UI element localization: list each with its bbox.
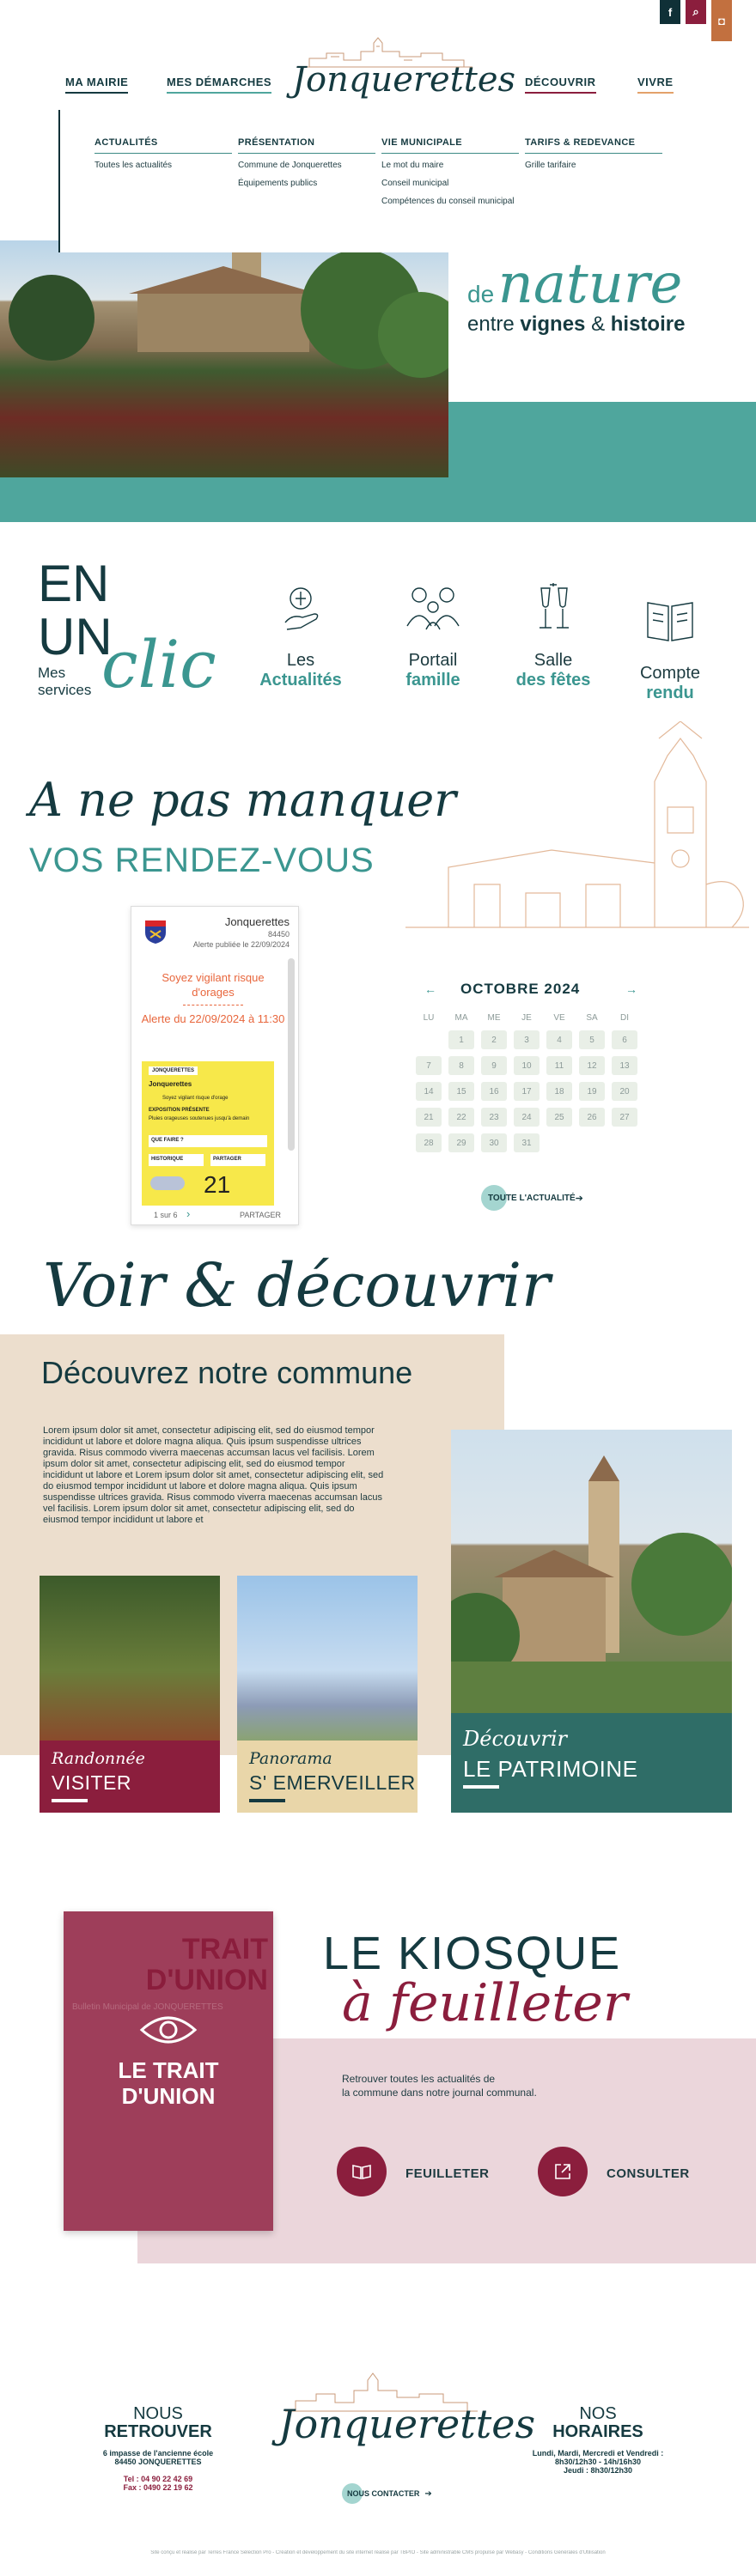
feuilleter-label[interactable]: FEUILLETER [405, 2166, 490, 2181]
calendar-day[interactable]: 9 [481, 1056, 507, 1075]
card-patrimoine[interactable] [451, 1713, 732, 1813]
calendar-day[interactable]: 3 [514, 1030, 540, 1049]
mega-col-title[interactable]: TARIFS & REDEVANCE [525, 137, 662, 154]
footer-hours [519, 2404, 677, 2475]
card-emerveiller[interactable] [237, 1576, 418, 1813]
calendar-weekday: VE [553, 1013, 565, 1023]
alert-temperature: 21 [204, 1171, 231, 1198]
external-link-icon [553, 2162, 572, 2181]
calendar-day[interactable]: 24 [514, 1108, 540, 1127]
calendar-weekday: ME [487, 1013, 501, 1023]
calendar-day[interactable]: 20 [612, 1082, 637, 1101]
all-news-label: TOUTE L'ACTUALITÉ [488, 1193, 576, 1203]
footer-nos: NOS [579, 2404, 617, 2423]
footer-tel[interactable]: Tel : 04 90 22 42 69 [123, 2475, 193, 2483]
alert-card [142, 1061, 274, 1206]
magazine-cover[interactable] [64, 1911, 273, 2231]
footer-credits: Site conçu et réalisé par Terres France Sélection Pro - Création et développement du site internet réalisé par TBPIO - Site administrable CMS propulsé par Webasy - Conditions Générales d'Utilisation [150, 2550, 606, 2555]
hero-line-2-small: de [467, 281, 495, 307]
rdv-script-title: A ne pas manquer [29, 773, 456, 827]
card-underline [463, 1785, 499, 1789]
footer-addr-1: 6 impasse de l'ancienne école [102, 2449, 214, 2458]
hero-line-3d: histoire [610, 313, 686, 336]
footer-retrouver: RETROUVER [104, 2422, 212, 2441]
service-title-2: famille [405, 671, 460, 690]
service-title-1: Compte [639, 664, 701, 683]
calendar-day[interactable]: 29 [448, 1133, 474, 1152]
calendar-day[interactable]: 14 [416, 1082, 442, 1101]
calendar-day[interactable]: 18 [546, 1082, 572, 1101]
mega-link[interactable]: Compétences du conseil municipal [381, 197, 515, 206]
contact-label: NOUS CONTACTER [347, 2489, 420, 2498]
calendar-day[interactable]: 31 [514, 1133, 540, 1152]
logo-text: Jonquerettes [292, 60, 516, 100]
alert-scrollbar[interactable] [288, 958, 295, 1151]
service-salle-des-fetes[interactable] [502, 580, 605, 690]
book-icon [636, 592, 704, 653]
calendar-month: OCTOBRE 2024 [460, 981, 581, 997]
mega-link[interactable]: Équipements publics [238, 179, 318, 188]
alert-code: 84450 [267, 930, 290, 939]
calendar-day[interactable]: 13 [612, 1056, 637, 1075]
mega-link[interactable]: Le mot du maire [381, 161, 444, 170]
mega-menu [60, 110, 696, 252]
hero-village-photo [0, 240, 448, 477]
calendar-day[interactable]: 17 [514, 1082, 540, 1101]
footer-hours-1: Lundi, Mardi, Mercredi et Vendredi : [532, 2449, 664, 2458]
calendar-day[interactable]: 21 [416, 1108, 442, 1127]
calendar-day[interactable]: 23 [481, 1108, 507, 1127]
mega-col-title[interactable]: VIE MUNICIPALE [381, 137, 519, 154]
open-book-icon [351, 2163, 372, 2180]
calendar-day[interactable]: 19 [579, 1082, 605, 1101]
alert-card-sub: Soyez vigilant risque d'orage [162, 1096, 229, 1101]
mega-col-vie-municipale [381, 137, 519, 215]
calendar-day[interactable]: 7 [416, 1056, 442, 1075]
calendar-day[interactable]: 27 [612, 1108, 637, 1127]
calendar-next-button[interactable]: → [625, 982, 637, 996]
nav-vivre[interactable] [637, 76, 674, 94]
consulter-button[interactable] [538, 2147, 588, 2196]
alert-commune: Jonquerettes [224, 915, 290, 928]
magazine-overlay-title-1: LE TRAIT [118, 2057, 219, 2083]
nav-label: MA MAIRIE [65, 76, 129, 88]
card-underline [52, 1799, 88, 1802]
church-silhouette-icon [0, 240, 448, 477]
en-un-clic [38, 555, 227, 713]
nav-label: DÉCOUVRIR [525, 76, 596, 88]
footer-nous: NOUS [133, 2404, 183, 2423]
calendar-day[interactable]: 26 [579, 1108, 605, 1127]
nav-ma-mairie[interactable] [65, 76, 128, 94]
calendar-day [416, 1030, 442, 1049]
eye-icon [138, 2011, 198, 2049]
alert-title: Soyez vigilant risque d'orages [162, 971, 265, 999]
kiosque-title: LE KIOSQUE [323, 1928, 622, 1979]
mega-link[interactable]: Commune de Jonquerettes [238, 161, 342, 170]
search-icon: ⌕ [692, 5, 699, 18]
mega-col-actualites [94, 137, 232, 179]
patrimoine-photo [451, 1430, 732, 1713]
kiosque-script: à feuilleter [342, 1973, 628, 2033]
footer-logo-text: Jonquerettes [278, 2401, 536, 2447]
service-title-1: Portail [408, 651, 458, 670]
service-title-2: rendu [646, 683, 694, 702]
calendar-day[interactable]: 16 [481, 1082, 507, 1101]
alert-card-select[interactable]: QUE FAIRE ? [149, 1135, 267, 1147]
card-underline [249, 1799, 285, 1802]
calendar-day[interactable]: 2 [481, 1030, 507, 1049]
calendar-day[interactable]: 28 [416, 1133, 442, 1152]
calendar-weekday: DI [620, 1013, 629, 1023]
calendar-weekday: JE [521, 1013, 532, 1023]
alert-pager: 1 sur 6 [154, 1211, 178, 1219]
nav-label: VIVRE [637, 76, 674, 88]
mega-col-title[interactable]: PRÉSENTATION [238, 137, 375, 154]
facebook-icon: f [668, 5, 673, 19]
instagram-link[interactable] [711, 0, 732, 41]
alert-tag: JONQUERETTES [149, 1066, 198, 1075]
arrow-right-icon: ➔ [424, 2488, 432, 2499]
calendar-day[interactable]: 4 [546, 1030, 572, 1049]
card-label: S' EMERVEILLER [249, 1771, 416, 1794]
un-text: UN [38, 608, 113, 665]
service-actualites[interactable] [249, 580, 352, 690]
kiosque-text-2: la commune dans notre journal communal. [342, 2087, 537, 2099]
alert-period: Alerte du 22/09/2024 à 11:30 [141, 1012, 285, 1025]
hero-line-3a: entre [467, 313, 521, 336]
family-icon [399, 580, 467, 640]
nav-decouvrir[interactable] [525, 76, 596, 94]
arrow-right-icon: ➔ [575, 1193, 583, 1204]
card-label: LE PATRIMOINE [463, 1756, 638, 1782]
service-title-2: Actualités [259, 671, 342, 690]
alert-widget [131, 906, 299, 1225]
nav-label: MES DÉMARCHES [167, 76, 272, 88]
magazine-overlay-title-2: D'UNION [121, 2083, 216, 2109]
calendar-day[interactable]: 1 [448, 1030, 474, 1049]
weather-cloud-icon [150, 1176, 185, 1190]
news-hand-icon [266, 580, 335, 640]
alert-history-button[interactable]: HISTORIQUE [149, 1154, 204, 1166]
mega-col-presentation [238, 137, 375, 197]
hero-line-3c: & [585, 313, 611, 336]
champagne-glasses-icon [519, 580, 588, 640]
card-script: Découvrir [463, 1727, 567, 1751]
feuilleter-button[interactable] [337, 2147, 387, 2196]
rdv-caps-title: VOS RENDEZ-VOUS [29, 841, 375, 879]
mega-link[interactable]: Conseil municipal [381, 179, 449, 188]
voir-title: Découvrez notre commune [41, 1355, 413, 1390]
search-button[interactable] [686, 0, 706, 24]
consulter-label[interactable]: CONSULTER [607, 2166, 690, 2181]
alert-share-button[interactable]: PARTAGER [239, 1211, 281, 1219]
card-script: Randonnée [52, 1749, 145, 1768]
footer-addr-2: 84450 JONQUERETTES [114, 2458, 202, 2466]
footer-hours-3: Jeudi : 8h30/12h30 [563, 2466, 633, 2475]
footer-hours-2: 8h30/12h30 - 14h/16h30 [554, 2458, 642, 2466]
mega-col-title[interactable]: ACTUALITÉS [94, 137, 232, 154]
calendar-day[interactable]: 12 [579, 1056, 605, 1075]
kiosque-text-1: Retrouver toutes les actualités de [342, 2073, 496, 2085]
calendar-weekday: MA [454, 1013, 468, 1023]
clic-text: clic [101, 626, 216, 702]
calendar-day[interactable]: 10 [514, 1056, 540, 1075]
footer-fax: Fax : 0490 22 19 62 [123, 2483, 193, 2492]
hero-line-3b: vignes [520, 313, 586, 336]
footer-horaires: HORAIRES [552, 2422, 643, 2441]
all-news-button[interactable] [481, 1185, 583, 1211]
service-compte-rendu[interactable] [619, 592, 722, 703]
card-visiter[interactable] [40, 1576, 220, 1813]
alert-next-button[interactable]: › [186, 1207, 191, 1220]
calendar-day[interactable]: 6 [612, 1030, 637, 1049]
alert-card-title: Jonquerettes [149, 1080, 192, 1088]
nav-mes-demarches[interactable] [167, 76, 271, 94]
alert-card-label: EXPOSITION PRÉSENTE [149, 1108, 210, 1113]
facebook-link[interactable] [660, 0, 680, 24]
mega-link[interactable]: Grille tarifaire [525, 161, 576, 170]
alert-date: Alerte publiée le 22/09/2024 [192, 940, 290, 949]
alert-card-text: Pluies orageuses soutenues jusqu'à demain [149, 1116, 250, 1121]
calendar-day[interactable]: 22 [448, 1108, 474, 1127]
en-text: EN [38, 555, 110, 612]
calendar-day[interactable]: 5 [579, 1030, 605, 1049]
calendar-day[interactable]: 30 [481, 1133, 507, 1152]
alert-share-card-button[interactable]: PARTAGER [210, 1154, 265, 1166]
commune-crest-icon [143, 919, 168, 945]
church-drawing-icon [397, 721, 756, 979]
service-title-1: Salle [533, 651, 573, 670]
instagram-icon: ◘ [718, 14, 725, 27]
service-portail-famille[interactable] [381, 580, 485, 690]
contact-button[interactable] [342, 2483, 432, 2504]
card-script: Panorama [249, 1749, 332, 1768]
mega-link[interactable]: Toutes les actualités [94, 161, 173, 170]
church-tower-icon [451, 1430, 732, 1713]
footer-address [89, 2404, 227, 2492]
voir-text: Lorem ipsum dolor sit amet, consectetur adipiscing elit, sed do eiusmod tempor incididunt ut labore et dolore magna aliqua. Quis ipsum suspendisse ultrices gravida. Risus commodo viverra maecenas accumsan lacus vel facilisis. Lorem ipsum dolor sit amet, consectetur adipiscing elit, sed do eiusmod tempor incididunt ut labore et Lorem ipsum dolor sit amet, consectetur adipiscing elit, sed do eiusmod tempor incididunt ut labore et dolore magna aliqua. Quis ipsum suspendisse ultrices gravida. Risus commodo viverra maecenas accumsan lacus vel facilisis. Lorem ipsum dolor sit amet, consectetur adipiscing elit, sed do eiusmod tempor incididunt ut labore et [43, 1425, 384, 1525]
hero-line-2-script: nature [497, 252, 683, 316]
calendar-day[interactable]: 25 [546, 1108, 572, 1127]
calendar-weekday: LU [423, 1013, 435, 1023]
calendar-weekday: SA [586, 1013, 598, 1023]
mes-text: Mes [38, 665, 66, 681]
services-text: services [38, 682, 92, 698]
card-label: VISITER [52, 1771, 131, 1794]
mega-col-tarifs [525, 137, 662, 179]
calendar-day[interactable]: 8 [448, 1056, 474, 1075]
calendar-day[interactable]: 15 [448, 1082, 474, 1101]
voir-script-title: Voir & découvrir [43, 1250, 551, 1321]
calendar-prev-button[interactable]: ← [424, 982, 436, 996]
service-title-2: des fêtes [515, 671, 591, 690]
site-logo[interactable] [292, 34, 516, 112]
footer-logo[interactable] [278, 2370, 536, 2473]
service-title-1: Les [286, 651, 315, 670]
calendar-day[interactable]: 11 [546, 1056, 572, 1075]
